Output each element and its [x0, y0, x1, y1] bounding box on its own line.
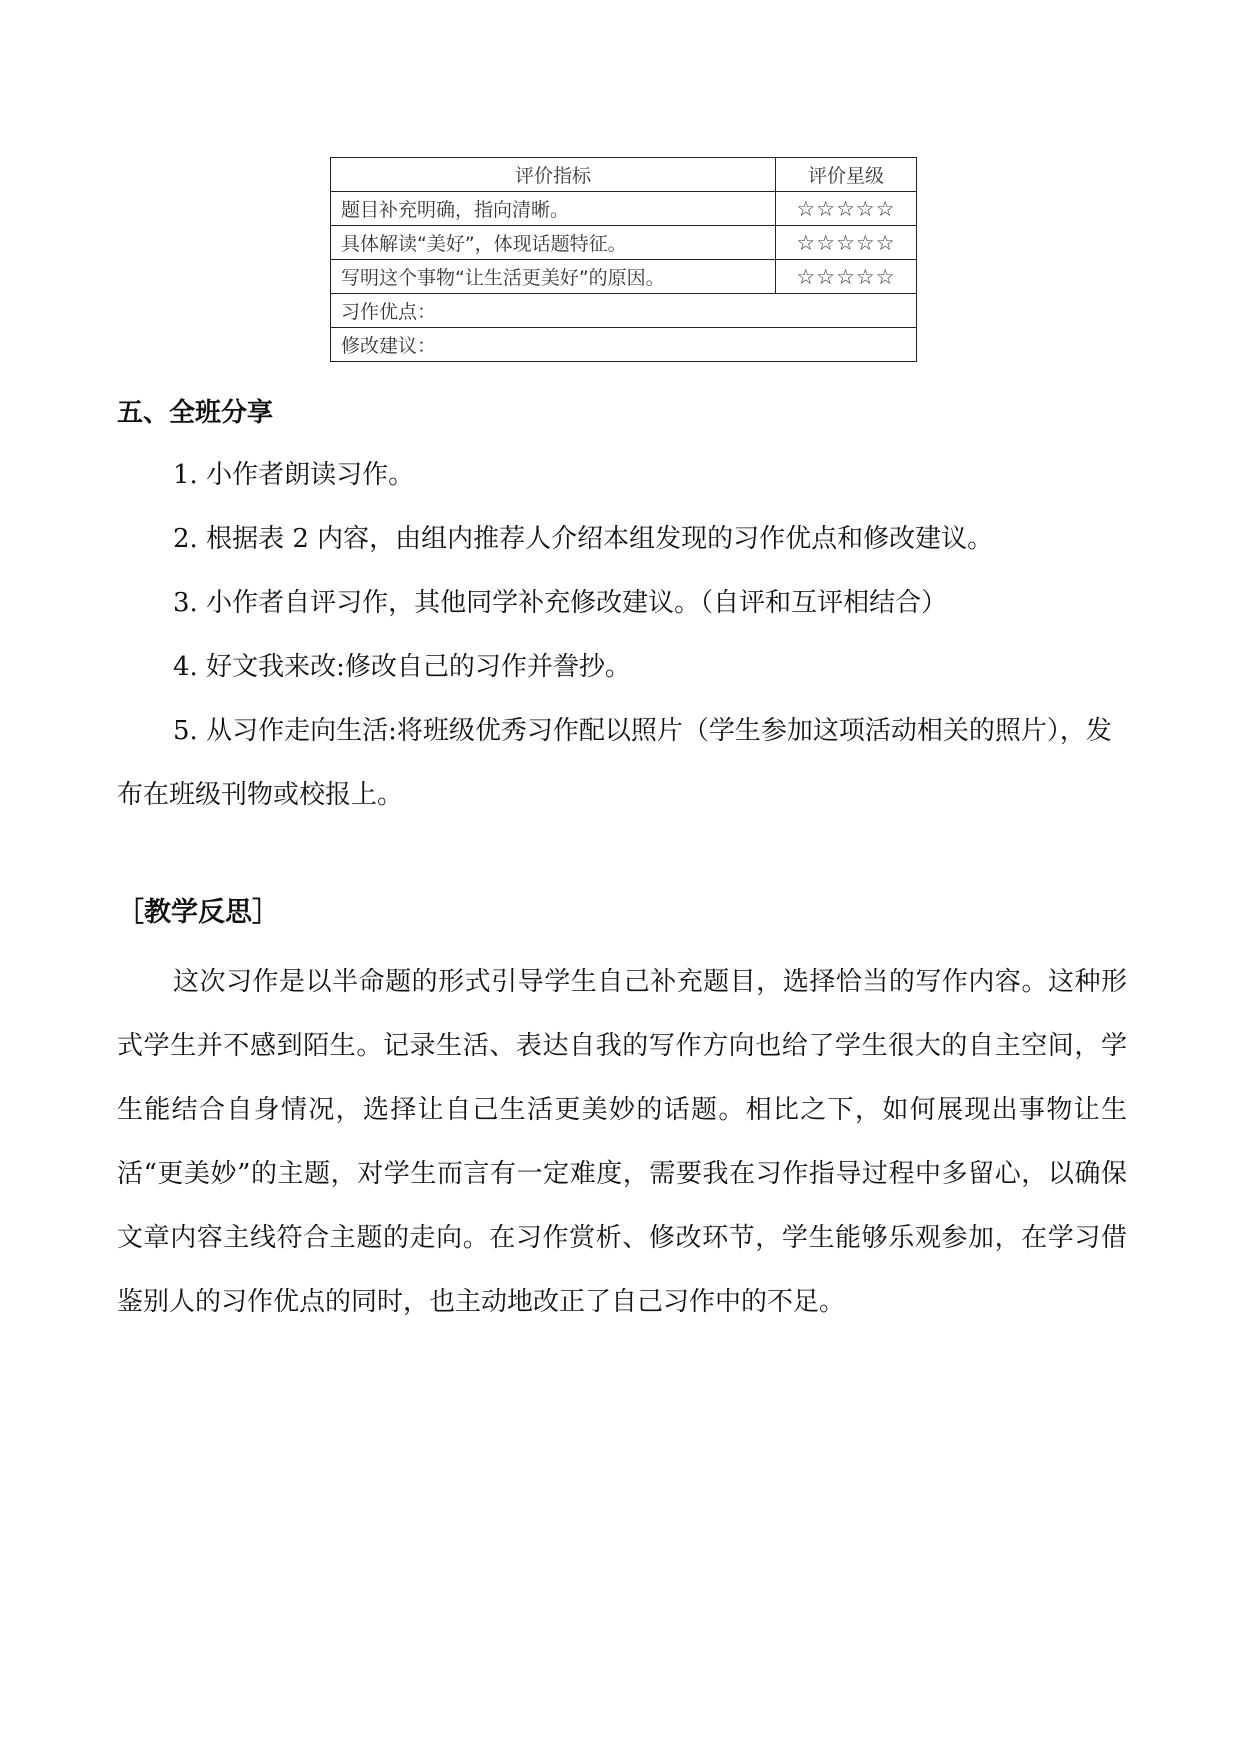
- suggestions-cell: 修改建议：: [331, 328, 917, 362]
- star-rating: ☆☆☆☆☆: [776, 260, 917, 294]
- step-item: 5. 从习作走向生活:将班级优秀习作配以照片（学生参加这项活动相关的照片），发布在班级刊物或校报上。: [117, 716, 1112, 810]
- section-heading: 五、全班分享: [117, 398, 274, 428]
- star-rating: ☆☆☆☆☆: [776, 192, 917, 226]
- header-indicator: 评价指标: [331, 158, 776, 192]
- table-row: [331, 226, 917, 260]
- step-item: 1. 小作者朗读习作。: [173, 460, 415, 490]
- indicator-cell: 写明这个事物“让生活更美好”的原因。: [331, 260, 776, 294]
- strengths-cell: 习作优点：: [331, 294, 917, 328]
- step-item: 2. 根据表 2 内容，由组内推荐人介绍本组发现的习作优点和修改建议。: [173, 524, 994, 554]
- table-row: [331, 294, 917, 328]
- header-rating: 评价星级: [776, 158, 917, 192]
- step-item: 4. 好文我来改:修改自己的习作并誊抄。: [173, 652, 631, 682]
- indicator-cell: 具体解读“美好”，体现话题特征。: [331, 226, 776, 260]
- star-rating: ☆☆☆☆☆: [776, 226, 917, 260]
- table-row: [331, 192, 917, 226]
- evaluation-table: [330, 157, 917, 362]
- reflection-heading: ［教学反思］: [117, 897, 279, 928]
- step-item: 3. 小作者自评习作，其他同学补充修改建议。（自评和互评相结合）: [173, 588, 948, 618]
- reflection-body: 这次习作是以半命题的形式引导学生自己补充题目，选择恰当的写作内容。这种形式学生并不感到陌生。记录生活、表达自我的写作方向也给了学生很大的自主空间，学生能结合自身情况，选择让自己生活更美妙的话题。相比之下，如何展现出事物让生活“更美妙”的主题，对学生而言有一定难度，需要我在习作指导过程中多留心，以确保文章内容主线符合主题的走向。在习作赏析、修改环节，学生能够乐观参加，在学习借鉴别人的习作优点的同时，也主动地改正了自己习作中的不足。: [117, 967, 1127, 1317]
- table-row: [331, 328, 917, 362]
- table-row: [331, 260, 917, 294]
- indicator-cell: 题目补充明确，指向清晰。: [331, 192, 776, 226]
- table-header-row: [331, 158, 917, 192]
